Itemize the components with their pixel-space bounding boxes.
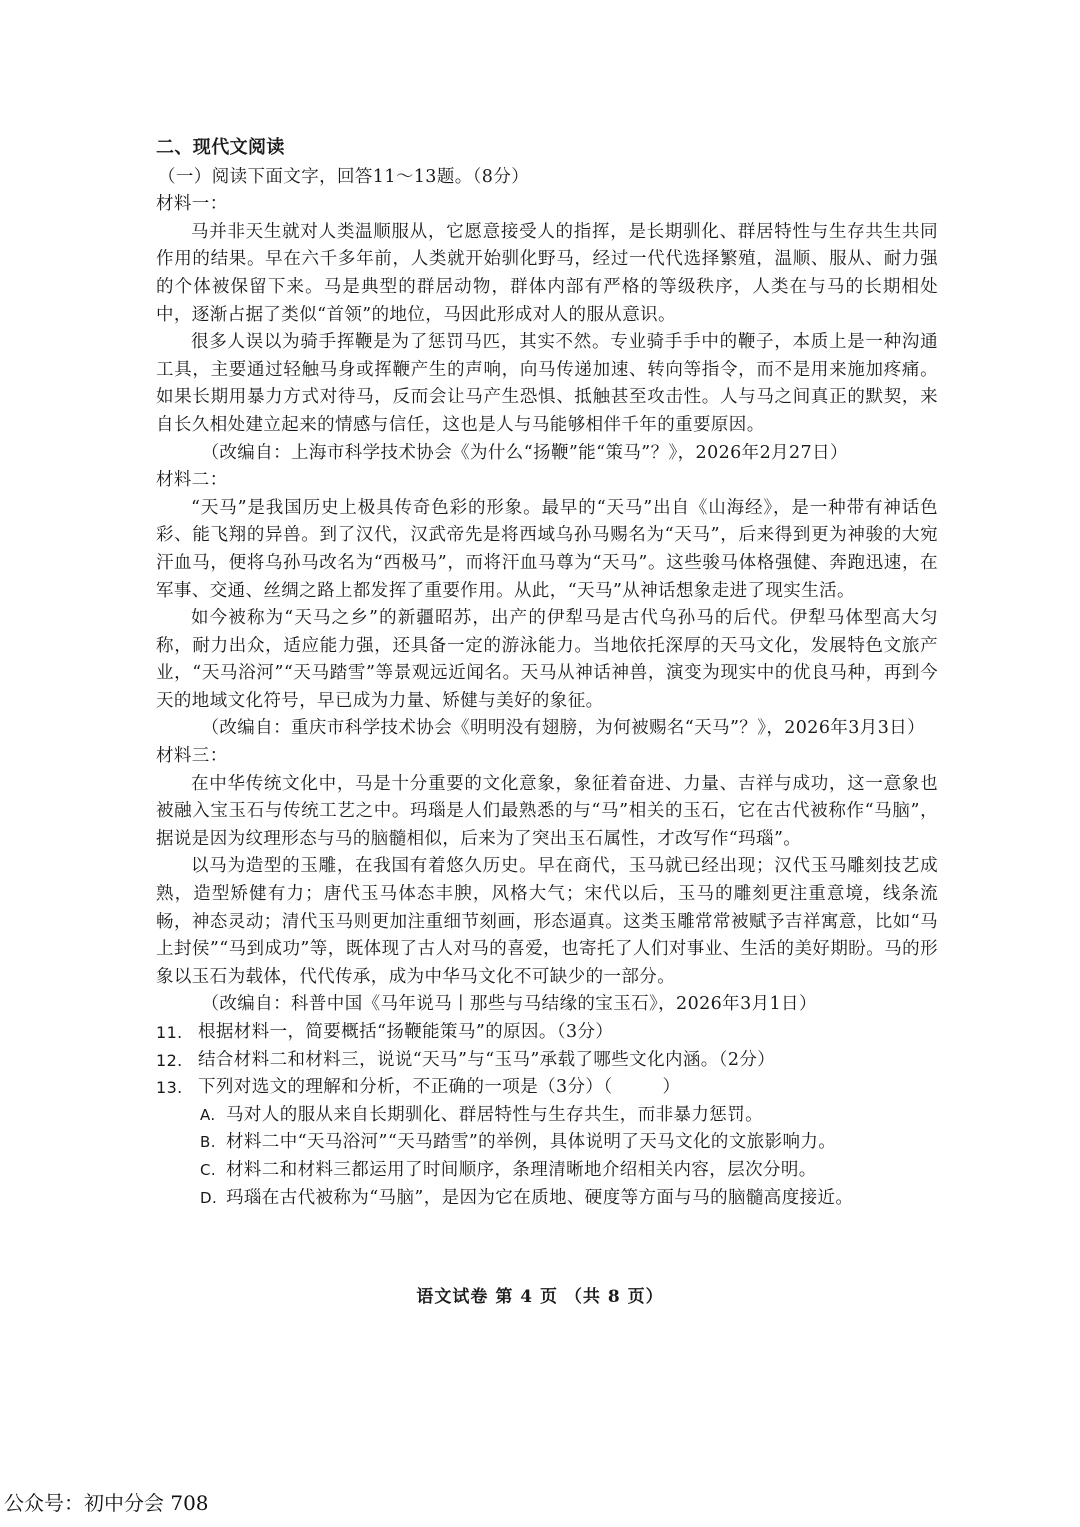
material-2-paragraph-2: 如今被称为“天马之乡”的新疆昭苏，出产的伊犁马是古代乌孙马的后代。伊犁马体型高大匀称，耐力出众，适应能力强，还具备一定的游泳能力。当地依托深厚的天马文化，发展特色文旅产业，“天马浴河”“天马踏雪”等景观远近闻名。天马从神话神兽，演变为现实中的优良马种，再到今天的地域文化符号，早已成为力量、矫健与美好的象征。 [156, 608, 938, 711]
material-1-label: 材料一： [156, 194, 228, 215]
option-b [156, 1129, 938, 1157]
material-3-source: （改编自：科普中国《马年说马丨那些与马结缘的宝玉石》，2026年3月1日） [201, 994, 817, 1015]
material-3-paragraph-2: 以马为造型的玉雕，在我国有着悠久历史。早在商代，玉马就已经出现；汉代玉马雕刻技艺成熟，造型矫健有力；唐代玉马体态丰腴，风格大气；宋代以后，玉马的雕刻更注重意境，线条流畅，神态灵动；清代玉马则更加注重细节刻画，形态逼真。这类玉雕常常被赋予吉祥寓意，比如“马上封侯”“马到成功”等，既体现了古人对马的喜爱，也寄托了人们对事业、生活的美好期盼。马的形象以玉石为载体，代代传承，成为中华马文化不可缺少的一部分。 [156, 856, 938, 987]
page-footer: 语文试卷 第 4 页 （共 8 页） [416, 1287, 664, 1307]
option-letter: B. [200, 1133, 216, 1152]
material-1-paragraph-2: 很多人误以为骑手挥鞭是为了惩罚马匹，其实不然。专业骑手手中的鞭子，本质上是一种沟通工具，主要通过轻触马身或挥鞭产生的声响，向马传递加速、转向等指令，而不是用来施加疼痛。如果长期用暴力方式对待马，反而会让马产生恐惧、抵触甚至攻击性。人与马之间真正的默契，来自长久相处建立起来的情感与信任，这也是人与马能够相伴千年的重要原因。 [156, 332, 938, 435]
material-2-label: 材料二： [156, 470, 228, 491]
option-text: 材料二和材料三都运用了时间顺序，条理清晰地介绍相关内容，层次分明。 [226, 1159, 817, 1180]
option-text: 玛瑙在古代被称为“马脑”，是因为它在质地、硬度等方面与马的脑髓高度接近。 [226, 1187, 854, 1208]
question-12 [156, 1047, 938, 1075]
option-a [156, 1102, 938, 1130]
material-3-label: 材料三： [156, 746, 228, 767]
material-2-paragraph-1: “天马”是我国历史上极具传奇色彩的形象。最早的“天马”出自《山海经》，是一种带有神话色彩、能飞翔的异兽。到了汉代，汉武帝先是将西域乌孙马赐名为“天马”，后来得到更为神骏的大宛汗血马，便将乌孙马改名为“西极马”，而将汗血马尊为“天马”。这些骏马体格强健、奔跑迅速，在军事、交通、丝绸之路上都发挥了重要作用。从此，“天马”从神话想象走进了现实生活。 [156, 497, 938, 601]
material-1-paragraph-1: 马并非天生就对人类温顺服从，它愿意接受人的指挥，是长期驯化、群居特性与生存共生共同作用的结果。早在六千多年前，人类就开始驯化野马，经过一代代选择繁殖，温顺、服从、耐力强的个体被保留下来。马是典型的群居动物，群体内部有严格的等级秩序，人类在与马的长期相处中，逐渐占据了类似“首领”的地位，马因此形成对人的服从意识。 [156, 221, 938, 325]
question-text: 根据材料一，简要概括“扬鞭能策马”的原因。（3分） [198, 1022, 614, 1042]
question-number: 11. [156, 1023, 183, 1042]
exam-page [156, 134, 938, 1212]
option-c [156, 1157, 938, 1185]
question-13 [156, 1074, 938, 1102]
question-13-stem: 下列对选文的理解和分析，不正确的一项是（3分）（ [198, 1077, 613, 1098]
section-title: 二、现代文阅读 [156, 137, 285, 158]
question-number: 12. [156, 1050, 183, 1070]
question-text: 结合材料二和材料三，说说“天马”与“玉马”承载了哪些文化内涵。（2分） [198, 1049, 776, 1070]
option-letter: A. [200, 1105, 216, 1124]
question-number: 13. [156, 1078, 183, 1098]
option-text: 马对人的服从来自长期驯化、群居特性与生存共生，而非暴力惩罚。 [226, 1104, 763, 1125]
material-3-paragraph-1: 在中华传统文化中，马是十分重要的文化意象，象征着奋进、力量、吉祥与成功，这一意象也被融入宝玉石与传统工艺之中。玛瑙是人们最熟悉的与“马”相关的玉石，它在古代被称作“马脑”，据说是因为纹理形态与马的脑髓相似，后来为了突出玉石属性，才改写作“玛瑙”。 [156, 773, 938, 849]
watermark-text: 公众号：初中分会 708 [4, 1491, 209, 1515]
question-11 [156, 1019, 938, 1047]
option-text: 材料二中“天马浴河”“天马踏雪”的举例，具体说明了天马文化的文旅影响力。 [226, 1132, 837, 1153]
question-text [198, 1074, 680, 1102]
option-letter: D. [200, 1188, 218, 1207]
material-2-source: （改编自：重庆市科学技术协会《明明没有翅膀，为何被赐名“天马”？》，2026年3月3日） [201, 718, 926, 739]
question-13-close: ） [662, 1077, 681, 1098]
reading-instruction: （一）阅读下面文字，回答11～13题。（8分） [158, 166, 530, 187]
material-1-source: （改编自：上海市科学技术协会《为什么“扬鞭”能“策马”？》，2026年2月27日） [201, 442, 848, 463]
option-d [156, 1185, 938, 1213]
option-letter: C. [200, 1160, 217, 1179]
